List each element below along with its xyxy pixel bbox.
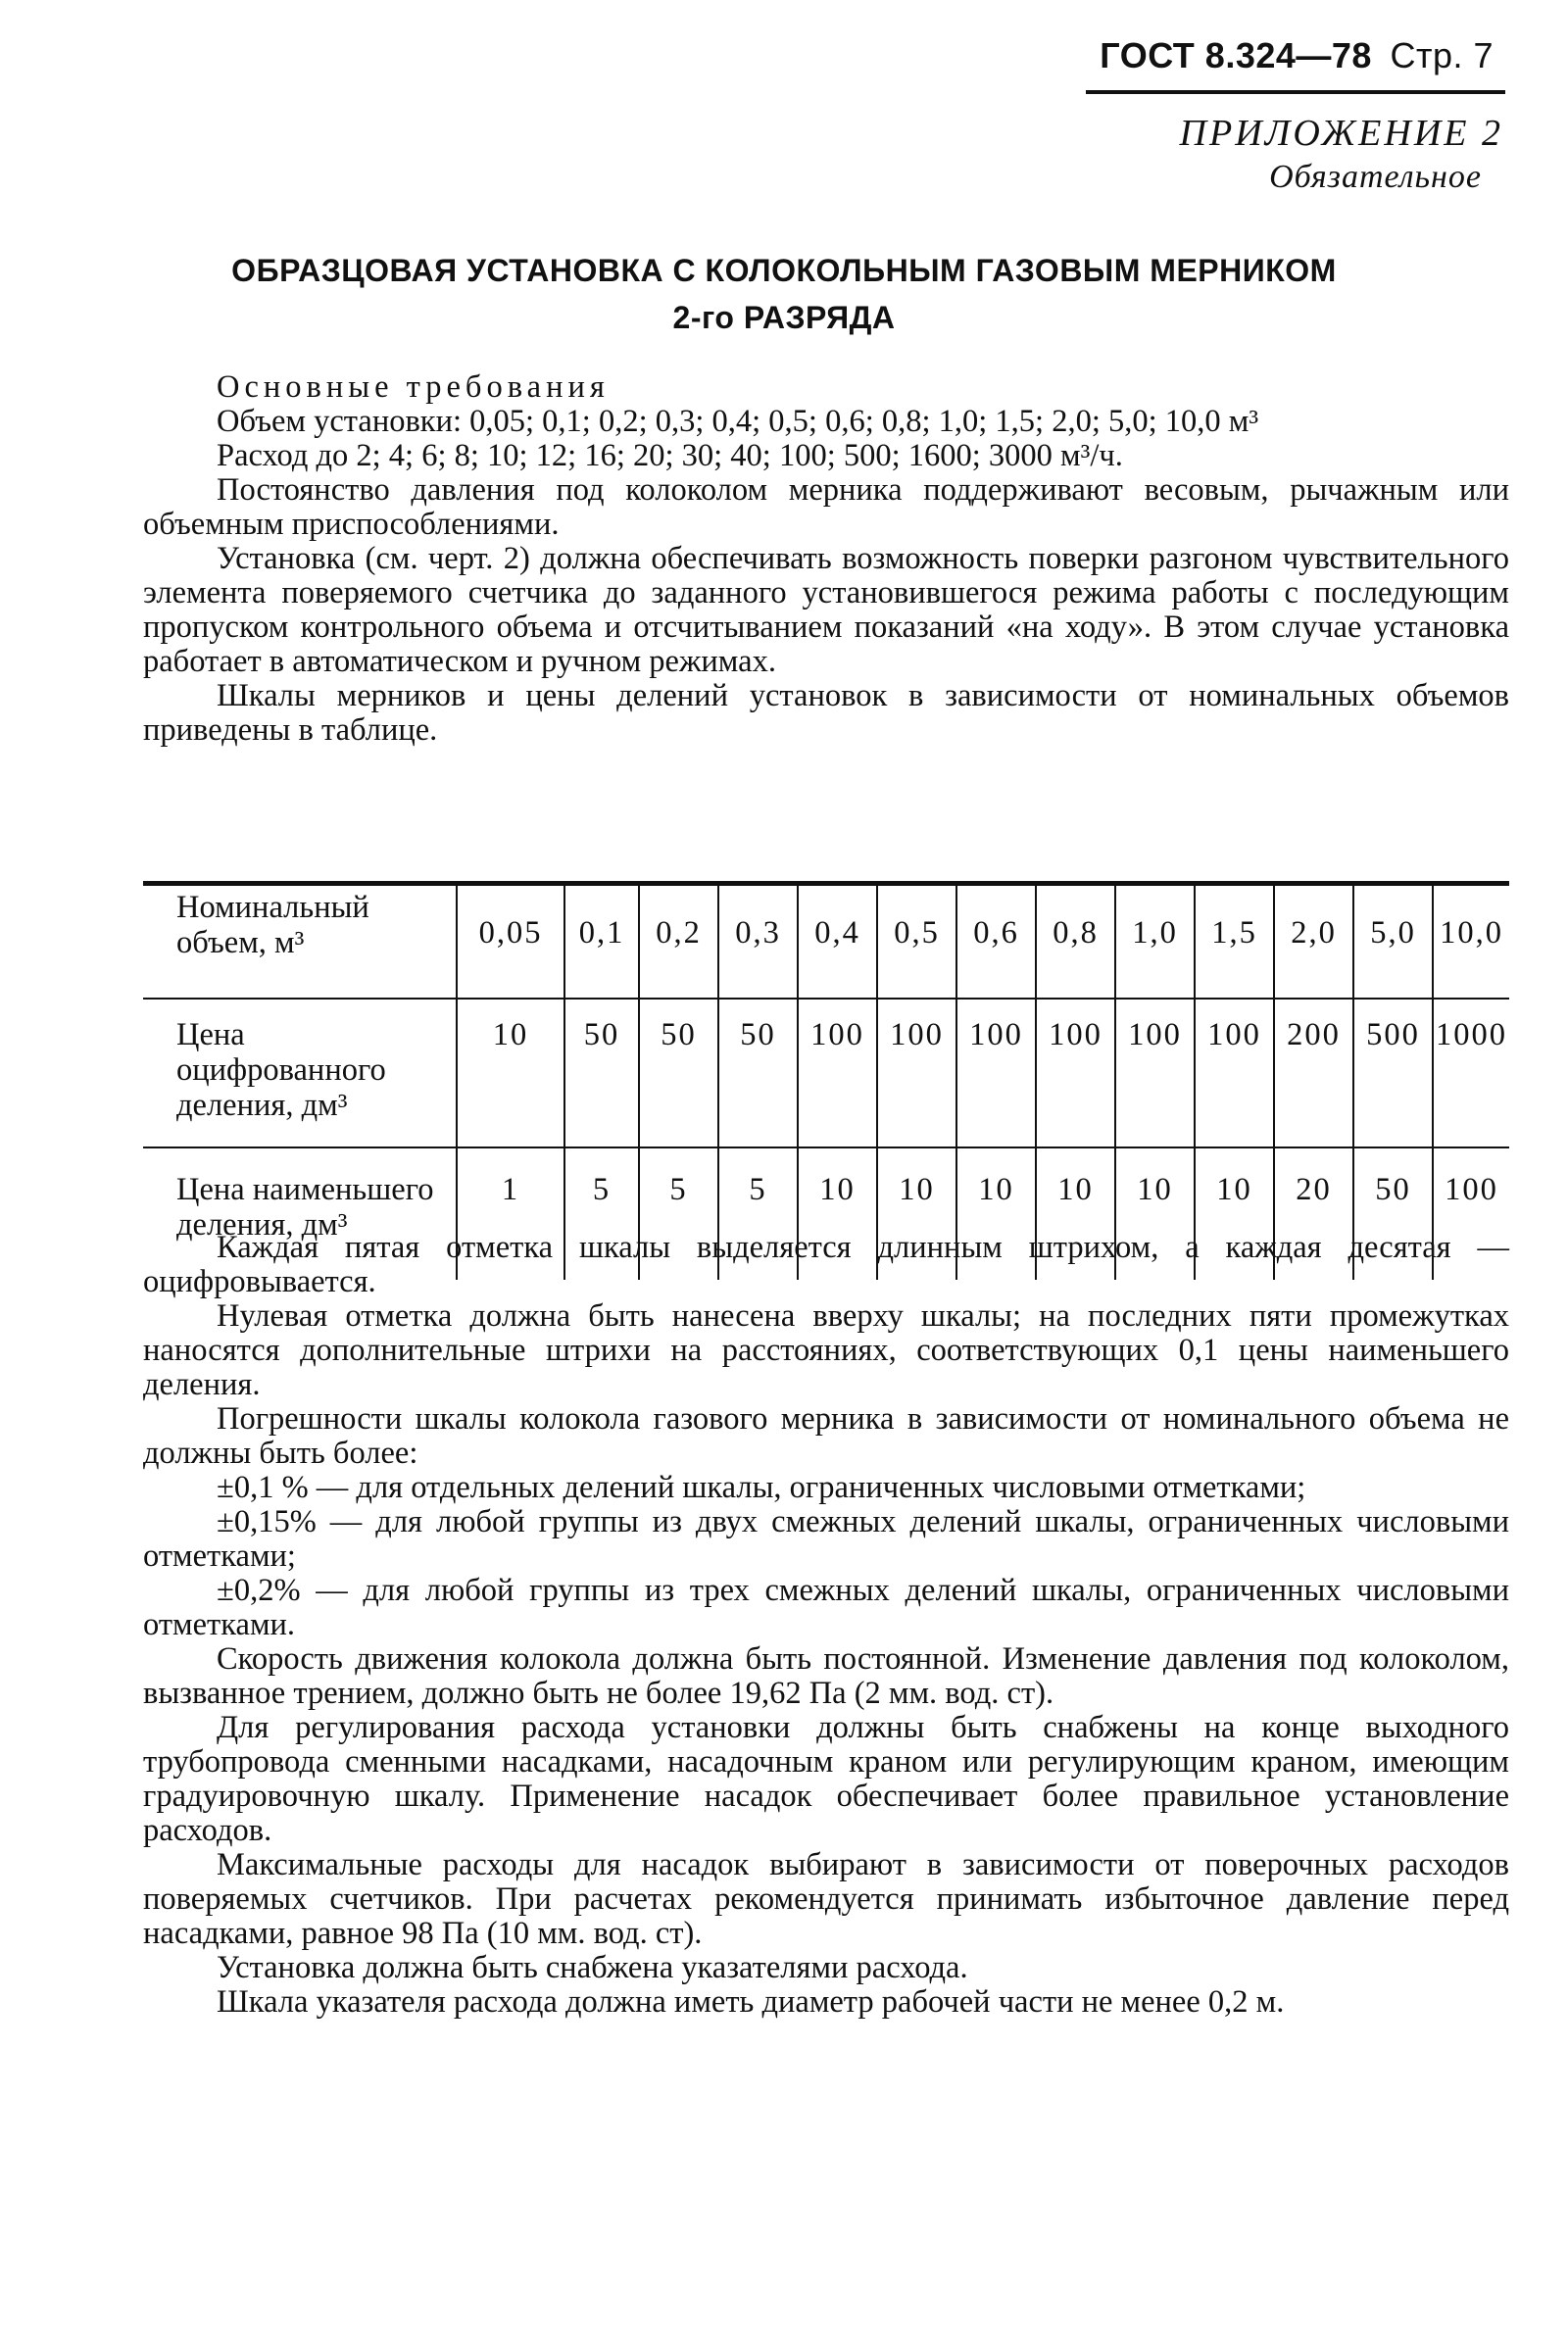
row-label: Цена наименьшего деления, дм³ [176,1172,434,1243]
section-heading: Основные требования [217,369,610,405]
paragraph-speed: Скорость движения колокола должна быть постоянной. Изменение давления под колоколом, вызванное трением, должно быть не более 19,62 Па (2 мм. вод. ст). [143,1641,1509,1711]
header-rule [1086,90,1505,94]
table-cell: 5 [718,1147,798,1280]
row-digitized-division [143,999,1509,1147]
table-cell: 0,6 [956,886,1036,999]
paragraph-marks: Каждая пятая отметка шкалы выделяется длинным штрихом, а каждая десятая — оцифровывается. [143,1230,1509,1299]
paragraph-regulation: Для регулирования расхода установки должны быть снабжены на конце выходного трубопровода сменными насадками, насадочным краном или регулирующим краном, имеющим градуировочную шкалу. Применение насадок обеспечивает более правильное установление расходов. [143,1710,1509,1848]
table-cell: 10 [1036,1147,1115,1280]
table-cell: 50 [718,999,798,1147]
table-cell: 200 [1274,999,1353,1147]
paragraph-zero-mark: Нулевая отметка должна быть нанесена вверху шкалы; на последних пяти промежутках наносятся дополнительные штрихи на расстояниях, соответствующих 0,1 цены наименьшего деления. [143,1298,1509,1402]
table-cell: 5 [639,1147,718,1280]
table-cell: 10 [798,1147,877,1280]
table-cell: 1,5 [1195,886,1274,999]
table-cell: 100 [1115,999,1195,1147]
paragraph-max-flow: Максимальные расходы для насадок выбирают в зависимости от поверочных расходов поверяемых счетчиков. При расчетах рекомендуется принимать избыточное давление перед насадками, равное 98 Па (10 мм. вод. ст). [143,1847,1509,1951]
paragraph-error-two: ±0,15% — для любой группы из двух смежных делений шкалы, ограниченных числовыми отметками; [143,1504,1509,1574]
table-cell: 100 [956,999,1036,1147]
table-cell: 100 [1036,999,1115,1147]
table-cell: 10 [877,1147,956,1280]
paragraph-installation: Установка (см. черт. 2) должна обеспечивать возможность поверки разгоном чувствительного элемента поверяемого счетчика до заданного установившегося режима работы с последующим пропуском контрольного объема и отсчитыванием показаний «на ходу». В этом случае установка работает в автоматическом и ручном режимах. [143,541,1509,679]
table-cell: 100 [1195,999,1274,1147]
paragraph-indicators: Установка должна быть снабжена указателями расхода. [217,1950,968,1985]
table-cell: 10 [956,1147,1036,1280]
table-cell: 0,4 [798,886,877,999]
appendix-status: Обязательное [1269,159,1482,195]
table-cell: 500 [1353,999,1433,1147]
table-cell: 20 [1274,1147,1353,1280]
table-cell: 1000 [1433,999,1509,1147]
table-cell: 0,5 [877,886,956,999]
table-cell: 50 [1353,1147,1433,1280]
paragraph-errors: Погрешности шкалы колокола газового мерника в зависимости от номинального объема не должны быть более: [143,1401,1509,1471]
paragraph-error-three: ±0,2% — для любой группы из трех смежных делений шкалы, ограниченных числовыми отметками. [143,1573,1509,1642]
table-cell: 10 [457,999,564,1147]
table-cell: 10 [1115,1147,1195,1280]
table-cell: 100 [877,999,956,1147]
page-header [1100,35,1494,76]
paragraph-scales: Шкалы мерников и цены делений установок в зависимости от номинальных объемов приведены в таблице. [143,678,1509,748]
table-cell: 2,0 [1274,886,1353,999]
table-cell: 1,0 [1115,886,1195,999]
table-cell: 100 [798,999,877,1147]
table-cell: 0,1 [564,886,639,999]
row-label: Номинальный объем, м³ [143,886,457,999]
row-nominal-volume [143,886,1509,999]
table-cell: 5 [564,1147,639,1280]
page-number: Стр. 7 [1390,35,1494,75]
table-cell: 1 [457,1147,564,1280]
document-title-line-2: 2-го РАЗРЯДА [672,300,896,335]
paragraph-volume: Объем установки: 0,05; 0,1; 0,2; 0,3; 0,4; 0,5; 0,6; 0,8; 1,0; 1,5; 2,0; 5,0; 10,0 м³ [217,404,1259,439]
table-cell: 10,0 [1433,886,1509,999]
table-cell: 0,2 [639,886,718,999]
table-cell: 5,0 [1353,886,1433,999]
standard-number: ГОСТ 8.324—78 [1100,35,1372,75]
table-cell: 50 [639,999,718,1147]
table-cell: 50 [564,999,639,1147]
paragraph-pressure: Постоянство давления под колоколом мерника поддерживают весовым, рычажным или объемным приспособлениями. [143,472,1509,542]
table-cell: 100 [1433,1147,1509,1280]
table-cell: 0,05 [457,886,564,999]
table-cell: 10 [1195,1147,1274,1280]
document-title-line-1: ОБРАЗЦОВАЯ УСТАНОВКА С КОЛОКОЛЬНЫМ ГАЗОВЫМ МЕРНИКОМ [231,253,1337,288]
divisions-table [143,886,1509,1280]
paragraph-indicator-scale: Шкала указателя расхода должна иметь диаметр рабочей части не менее 0,2 м. [217,1984,1285,2020]
paragraph-error-single: ±0,1 % — для отдельных делений шкалы, ограниченных числовыми отметками; [217,1470,1306,1505]
scale-requirements-section [143,1231,1509,2020]
requirements-section [143,370,1509,748]
table-cell: 0,8 [1036,886,1115,999]
appendix-title: ПРИЛОЖЕНИЕ 2 [1179,113,1503,154]
table-cell: 0,3 [718,886,798,999]
row-label: Цена оцифрованного деления, дм³ [143,999,457,1147]
paragraph-flow: Расход до 2; 4; 6; 8; 10; 12; 16; 20; 30; 40; 100; 500; 1600; 3000 м³/ч. [217,438,1123,473]
